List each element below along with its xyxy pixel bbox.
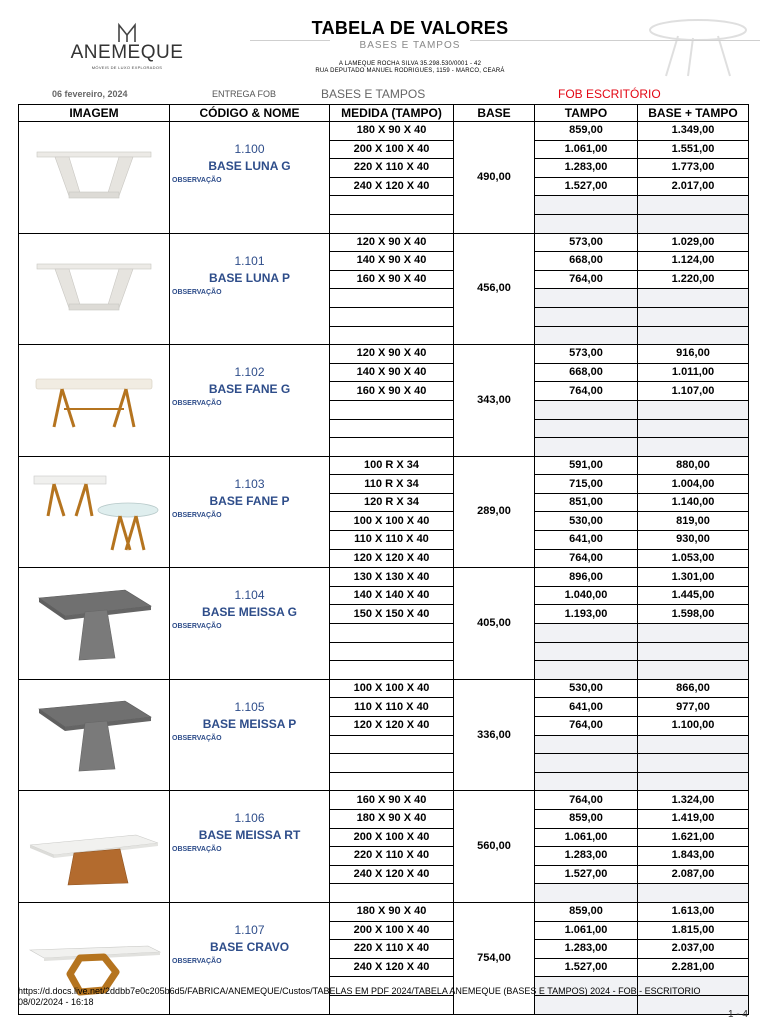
base-top-price-cell: 2.281,00: [638, 958, 749, 977]
size-cell: [330, 884, 454, 903]
top-price-cell: 1.527,00: [535, 958, 638, 977]
size-cell: [330, 289, 454, 308]
top-price-cell: [535, 772, 638, 791]
base-top-price-cell: 1.220,00: [638, 270, 749, 289]
size-cell: [330, 419, 454, 438]
base-top-price-cell: 1.445,00: [638, 586, 749, 605]
top-price-cell: 1.527,00: [535, 865, 638, 884]
product-code-name: [170, 568, 330, 680]
table-row: [19, 679, 749, 698]
base-price-cell: 289,00: [454, 456, 535, 568]
base-top-price-cell: [638, 624, 749, 643]
top-price-cell: 764,00: [535, 382, 638, 401]
base-top-price-cell: 1.140,00: [638, 493, 749, 512]
top-price-cell: 591,00: [535, 456, 638, 475]
top-price-cell: [535, 307, 638, 326]
base-top-price-cell: 1.621,00: [638, 828, 749, 847]
size-cell: 200 X 100 X 40: [330, 828, 454, 847]
base-top-price-cell: 930,00: [638, 531, 749, 550]
top-price-cell: 764,00: [535, 791, 638, 810]
size-cell: 140 X 140 X 40: [330, 586, 454, 605]
size-cell: [330, 642, 454, 661]
size-cell: [330, 400, 454, 419]
size-cell: 180 X 90 X 40: [330, 902, 454, 921]
document-date: 06 fevereiro, 2024: [52, 89, 128, 99]
col-header-code-name: CÓDIGO & NOME: [170, 105, 330, 122]
product-name: BASE MEISSA P: [202, 716, 297, 731]
base-top-price-cell: 1.773,00: [638, 159, 749, 178]
product-code: 1.100: [234, 142, 265, 156]
top-price-cell: 896,00: [535, 568, 638, 587]
base-top-price-cell: [638, 326, 749, 345]
size-cell: 100 X 100 X 40: [330, 512, 454, 531]
top-price-cell: 668,00: [535, 363, 638, 382]
size-cell: [330, 661, 454, 680]
top-price-cell: [535, 624, 638, 643]
observation-label: OBSERVAÇÃO: [172, 957, 222, 965]
top-price-cell: 1.061,00: [535, 921, 638, 940]
top-price-cell: 1.061,00: [535, 140, 638, 159]
product-code-name: [170, 345, 330, 457]
size-cell: 110 X 110 X 40: [330, 531, 454, 550]
top-price-cell: 641,00: [535, 531, 638, 550]
observation-label: OBSERVAÇÃO: [172, 400, 222, 408]
size-cell: 150 X 150 X 40: [330, 605, 454, 624]
top-price-cell: 764,00: [535, 270, 638, 289]
product-image: [19, 456, 170, 568]
top-price-cell: [535, 438, 638, 457]
size-cell: [330, 754, 454, 773]
base-top-price-cell: 1.349,00: [638, 122, 749, 141]
top-price-cell: 859,00: [535, 809, 638, 828]
base-top-price-cell: 1.124,00: [638, 252, 749, 271]
product-code: 1.106: [234, 811, 265, 826]
title-block: [250, 18, 570, 74]
size-cell: 140 X 90 X 40: [330, 252, 454, 271]
base-top-price-cell: [638, 419, 749, 438]
top-price-cell: 1.283,00: [535, 159, 638, 178]
table-row: [19, 122, 749, 141]
base-top-price-cell: 2.037,00: [638, 940, 749, 959]
product-name: BASE MEISSA G: [202, 605, 297, 620]
product-name: BASE CRAVO: [209, 939, 290, 954]
top-price-cell: [535, 642, 638, 661]
base-top-price-cell: 1.843,00: [638, 847, 749, 866]
product-code-name: [170, 233, 330, 345]
brand-name: ANEMEQUE: [70, 42, 184, 63]
product-image: [19, 345, 170, 457]
size-cell: 120 X 120 X 40: [330, 717, 454, 736]
base-top-price-cell: [638, 754, 749, 773]
table-row: [19, 233, 749, 252]
base-top-price-cell: 1.324,00: [638, 791, 749, 810]
table-row: [19, 456, 749, 475]
table-header-row: [19, 105, 749, 122]
product-code-name: [170, 456, 330, 568]
fob-office-label: FOB ESCRITÓRIO: [558, 87, 661, 101]
base-top-price-cell: 1.598,00: [638, 605, 749, 624]
top-price-cell: [535, 419, 638, 438]
top-price-cell: [535, 214, 638, 233]
brand-tagline: MÓVEIS DE LUXO EXPLORADOS: [91, 65, 163, 70]
size-cell: [330, 326, 454, 345]
product-image: [19, 122, 170, 234]
size-cell: 240 X 120 X 40: [330, 958, 454, 977]
base-top-price-cell: [638, 735, 749, 754]
col-header-size: MEDIDA (TAMPO): [330, 105, 454, 122]
base-top-price-cell: [638, 289, 749, 308]
size-cell: 240 X 120 X 40: [330, 865, 454, 884]
base-top-price-cell: 916,00: [638, 345, 749, 364]
size-cell: [330, 735, 454, 754]
top-price-cell: [535, 754, 638, 773]
size-cell: 120 X 120 X 40: [330, 549, 454, 568]
size-cell: 100 R X 34: [330, 456, 454, 475]
base-top-price-cell: 1.551,00: [638, 140, 749, 159]
size-cell: 100 X 100 X 40: [330, 679, 454, 698]
luna-table-image: [19, 246, 169, 332]
base-price-cell: 405,00: [454, 568, 535, 680]
top-price-cell: 1.527,00: [535, 177, 638, 196]
size-cell: 160 X 90 X 40: [330, 382, 454, 401]
observation-label: OBSERVAÇÃO: [172, 177, 222, 184]
product-name: BASE FANE P: [209, 493, 290, 508]
product-code-name: [170, 791, 330, 903]
product-code-name: [170, 679, 330, 791]
meissa-table-image: [19, 687, 169, 783]
product-name: BASE FANE G: [208, 382, 291, 397]
fane-table-image: [19, 357, 169, 443]
product-name: BASE LUNA P: [209, 270, 290, 285]
top-price-cell: 859,00: [535, 902, 638, 921]
top-price-cell: 668,00: [535, 252, 638, 271]
brand-logo: [62, 22, 192, 70]
size-cell: 220 X 110 X 40: [330, 159, 454, 178]
base-price-cell: 343,00: [454, 345, 535, 457]
top-price-cell: 715,00: [535, 475, 638, 494]
size-cell: 120 R X 34: [330, 493, 454, 512]
page-title: TABELA DE VALORES: [311, 18, 509, 38]
base-top-price-cell: 1.419,00: [638, 809, 749, 828]
size-cell: 110 X 110 X 40: [330, 698, 454, 717]
top-price-cell: 573,00: [535, 345, 638, 364]
product-code: 1.102: [234, 365, 265, 380]
meissa-rt-table-image: [19, 799, 169, 895]
table-row: [19, 568, 749, 587]
base-top-price-cell: 1.053,00: [638, 549, 749, 568]
observation-label: OBSERVAÇÃO: [172, 846, 222, 854]
size-cell: 130 X 130 X 40: [330, 568, 454, 587]
product-code: 1.103: [234, 476, 265, 491]
top-price-cell: [535, 326, 638, 345]
company-line: A LAMEQUE ROCHA SILVA 35.298.530/0001 - 42: [338, 61, 482, 67]
size-cell: 140 X 90 X 40: [330, 363, 454, 382]
col-header-top: TAMPO: [535, 105, 638, 122]
base-price-cell: 490,00: [454, 122, 535, 234]
size-cell: [330, 214, 454, 233]
size-cell: 200 X 100 X 40: [330, 921, 454, 940]
top-price-cell: [535, 289, 638, 308]
base-top-price-cell: [638, 438, 749, 457]
product-image: [19, 233, 170, 345]
size-cell: [330, 624, 454, 643]
size-cell: [330, 196, 454, 215]
base-top-price-cell: [638, 772, 749, 791]
product-name: BASE LUNA G: [208, 159, 291, 173]
price-table: [18, 104, 749, 1015]
size-cell: 240 X 120 X 40: [330, 177, 454, 196]
base-top-price-cell: [638, 307, 749, 326]
base-top-price-cell: 819,00: [638, 512, 749, 531]
top-price-cell: [535, 400, 638, 419]
base-top-price-cell: 866,00: [638, 679, 749, 698]
col-header-base-top: BASE + TAMPO: [638, 105, 749, 122]
base-top-price-cell: [638, 642, 749, 661]
top-price-cell: 1.283,00: [535, 847, 638, 866]
base-top-price-cell: 2.087,00: [638, 865, 749, 884]
print-timestamp: 08/02/2024 - 16:18: [18, 997, 94, 1007]
product-code: 1.104: [234, 588, 265, 603]
table-row: [19, 902, 749, 921]
address-line: RUA DEPUTADO MANUEL RODRIGUES, 1159 - MARCO, CEARÁ: [315, 68, 505, 74]
table-row: [19, 345, 749, 364]
base-top-price-cell: 2.017,00: [638, 177, 749, 196]
observation-label: OBSERVAÇÃO: [172, 734, 222, 742]
base-top-price-cell: [638, 196, 749, 215]
document-footer: [18, 986, 748, 1008]
base-top-price-cell: 880,00: [638, 456, 749, 475]
base-top-price-cell: [638, 661, 749, 680]
product-image: [19, 679, 170, 791]
top-price-cell: 641,00: [535, 698, 638, 717]
product-code: 1.107: [234, 922, 265, 937]
size-cell: 180 X 90 X 40: [330, 809, 454, 828]
size-cell: 110 R X 34: [330, 475, 454, 494]
base-top-price-cell: 1.004,00: [638, 475, 749, 494]
col-header-image: IMAGEM: [19, 105, 170, 122]
base-top-price-cell: [638, 884, 749, 903]
size-cell: [330, 438, 454, 457]
base-price-cell: 754,00: [454, 902, 535, 1014]
table-watermark-icon: [648, 18, 748, 78]
info-row: [18, 86, 748, 104]
size-cell: [330, 772, 454, 791]
size-cell: 120 X 90 X 40: [330, 233, 454, 252]
meissa-table-image: [19, 576, 169, 672]
page-subtitle: BASES E TAMPOS: [359, 40, 461, 51]
base-price-cell: 456,00: [454, 233, 535, 345]
top-price-cell: 1.061,00: [535, 828, 638, 847]
top-price-cell: 859,00: [535, 122, 638, 141]
top-price-cell: 530,00: [535, 512, 638, 531]
top-price-cell: 530,00: [535, 679, 638, 698]
top-price-cell: 573,00: [535, 233, 638, 252]
product-image: [19, 791, 170, 903]
top-price-cell: [535, 196, 638, 215]
observation-label: OBSERVAÇÃO: [172, 623, 222, 631]
top-price-cell: 764,00: [535, 549, 638, 568]
base-top-price-cell: 1.029,00: [638, 233, 749, 252]
fane-small-tables-image: [19, 464, 169, 560]
size-cell: 160 X 90 X 40: [330, 791, 454, 810]
base-top-price-cell: 1.100,00: [638, 717, 749, 736]
source-path: https://d.docs.live.net/2ddbb7e0c205b6d5/FABRICA/ANEMEQUE/Custos/TABELAS EM PDF 2024/TABELA ANEMEQUE (BASES E TAMPOS) 2024 - FOB - ESCRITORIO: [18, 986, 701, 996]
base-top-price-cell: 1.301,00: [638, 568, 749, 587]
top-price-cell: 1.193,00: [535, 605, 638, 624]
top-price-cell: [535, 735, 638, 754]
base-top-price-cell: [638, 400, 749, 419]
top-price-cell: [535, 884, 638, 903]
size-cell: 200 X 100 X 40: [330, 140, 454, 159]
top-price-cell: 851,00: [535, 493, 638, 512]
top-price-cell: 1.283,00: [535, 940, 638, 959]
product-name: BASE MEISSA RT: [198, 828, 301, 843]
base-top-price-cell: 1.011,00: [638, 363, 749, 382]
observation-label: OBSERVAÇÃO: [172, 511, 222, 519]
size-cell: 180 X 90 X 40: [330, 122, 454, 141]
category-label: BASES E TAMPOS: [321, 87, 426, 101]
top-price-cell: [535, 661, 638, 680]
document-header: [0, 0, 768, 84]
base-top-price-cell: [638, 214, 749, 233]
delivery-type: ENTREGA FOB: [212, 89, 277, 99]
logo-mark-icon: [116, 22, 138, 44]
observation-label: OBSERVAÇÃO: [172, 288, 222, 296]
base-price-cell: 336,00: [454, 679, 535, 791]
product-code: 1.105: [234, 699, 265, 714]
base-price-cell: 560,00: [454, 791, 535, 903]
base-top-price-cell: 1.107,00: [638, 382, 749, 401]
top-price-cell: 1.040,00: [535, 586, 638, 605]
product-code-name: [170, 122, 330, 234]
size-cell: 220 X 110 X 40: [330, 847, 454, 866]
base-top-price-cell: 1.613,00: [638, 902, 749, 921]
size-cell: 220 X 110 X 40: [330, 940, 454, 959]
product-code: 1.101: [234, 253, 265, 268]
page-number: 1 - 4: [727, 1009, 748, 1020]
base-top-price-cell: 1.815,00: [638, 921, 749, 940]
top-price-cell: 764,00: [535, 717, 638, 736]
col-header-base: BASE: [454, 105, 535, 122]
product-image: [19, 568, 170, 680]
luna-table-image: [19, 134, 169, 220]
base-top-price-cell: 977,00: [638, 698, 749, 717]
size-cell: 160 X 90 X 40: [330, 270, 454, 289]
table-row: [19, 791, 749, 810]
size-cell: 120 X 90 X 40: [330, 345, 454, 364]
size-cell: [330, 307, 454, 326]
